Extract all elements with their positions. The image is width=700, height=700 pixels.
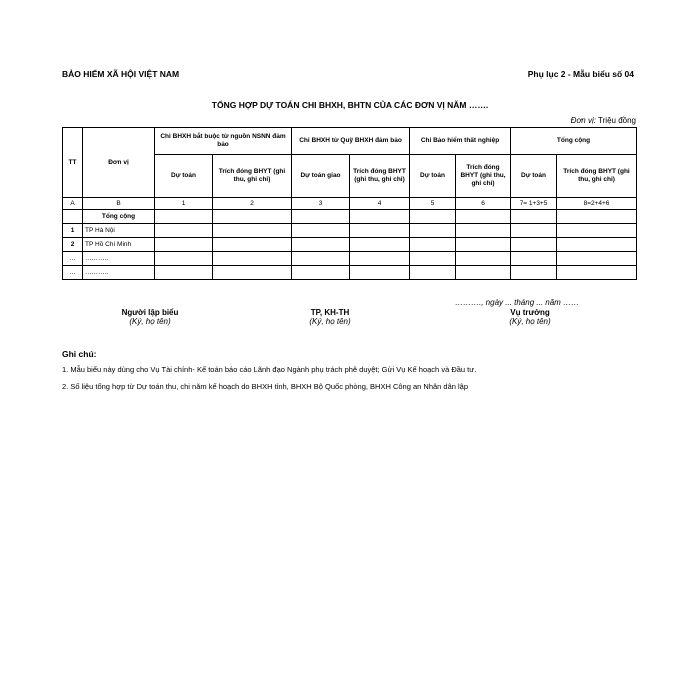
note-item: 2. Số liệu tổng hợp từ Dự toán thu, chi năm kế hoạch do BHXH tỉnh, BHXH Bộ Quốc phòng, BHXH Công an Nhân dân lập [62, 382, 469, 391]
row-unit-name: TP Hồ Chí Minh [83, 238, 155, 252]
data-cell [213, 266, 292, 280]
signature-note: (Ký, họ tên) [129, 317, 171, 326]
code-cell: 2 [213, 198, 292, 210]
note-item: 1. Mẫu biểu này dùng cho Vụ Tài chính- Kế toán báo cáo Lãnh đạo Ngành phụ trách phê duyệt; Gửi Vụ Kế hoạch và Đầu tư. [62, 365, 477, 374]
unit-value: Triệu đồng [595, 116, 636, 125]
data-cell [557, 210, 637, 224]
signature-note: (Ký, họ tên) [509, 317, 551, 326]
signature-role: Người lập biểu [121, 308, 179, 317]
row-tt: 2 [63, 238, 83, 252]
subheader-cell: Trích đóng BHYT (ghi thu, ghi chi) [350, 155, 410, 198]
data-cell [511, 238, 557, 252]
subheader-cell: Trích đóng BHYT (ghi thu, ghi chi) [456, 155, 511, 198]
unit-label: Đơn vị: [570, 116, 596, 125]
row-unit-name: Tổng cộng [83, 210, 155, 224]
data-cell [410, 266, 456, 280]
code-cell: 8=2+4+6 [557, 198, 637, 210]
group-header-unemployment: Chi Bảo hiểm thất nghiệp [410, 128, 511, 155]
signature-note: (Ký, họ tên) [309, 317, 351, 326]
data-cell [511, 224, 557, 238]
code-row [63, 198, 637, 210]
data-cell [155, 252, 213, 266]
data-cell [213, 224, 292, 238]
organization-name: BẢO HIỂM XÃ HỘI VIỆT NAM [62, 69, 180, 79]
table-row-total [63, 210, 637, 224]
data-cell [292, 224, 350, 238]
data-cell [292, 266, 350, 280]
unit-line [571, 116, 636, 125]
signature-director [480, 308, 580, 326]
subheader-cell: Dự toán giao [292, 155, 350, 198]
signature-head-planning [280, 308, 380, 326]
row-tt: 1 [63, 224, 83, 238]
date-line: ………., ngày ... tháng ... năm …… [455, 298, 580, 307]
data-cell [292, 252, 350, 266]
code-cell: 7= 1+3+5 [511, 198, 557, 210]
data-cell [557, 252, 637, 266]
data-cell [456, 224, 511, 238]
data-cell [456, 252, 511, 266]
group-header-social-fund: Chi BHXH từ Quỹ BHXH đảm bảo [292, 128, 410, 155]
data-cell [456, 266, 511, 280]
row-tt: … [63, 266, 83, 280]
data-cell [350, 266, 410, 280]
group-header-state-budget: Chi BHXH bắt buộc từ nguồn NSNN đảm bảo [155, 128, 292, 155]
signature-role: Vụ trưởng [510, 308, 550, 317]
code-cell: 1 [155, 198, 213, 210]
data-cell [155, 266, 213, 280]
data-cell [511, 266, 557, 280]
data-cell [456, 238, 511, 252]
data-cell [410, 210, 456, 224]
subheader-cell: Dự toán [155, 155, 213, 198]
signature-preparer [100, 308, 200, 326]
subheader-cell: Trích đóng BHYT (ghi thu, ghi chi) [557, 155, 637, 198]
data-cell [557, 224, 637, 238]
data-cell [213, 238, 292, 252]
table-row [63, 266, 637, 280]
data-cell [350, 252, 410, 266]
data-cell [410, 238, 456, 252]
data-cell [456, 210, 511, 224]
subheader-cell: Dự toán [410, 155, 456, 198]
table-row [63, 224, 637, 238]
data-cell [213, 210, 292, 224]
data-cell [557, 266, 637, 280]
code-cell: 5 [410, 198, 456, 210]
data-cell [155, 238, 213, 252]
appendix-label: Phụ lục 2 - Mẫu biểu số 04 [527, 69, 634, 79]
row-unit-name: ……….. [83, 252, 155, 266]
table-row [63, 238, 637, 252]
data-cell [410, 252, 456, 266]
data-cell [350, 210, 410, 224]
col-header-tt: TT [63, 128, 83, 198]
col-header-unit: Đơn vị [83, 128, 155, 198]
code-cell: 3 [292, 198, 350, 210]
row-unit-name: ……….. [83, 266, 155, 280]
notes-title: Ghi chú: [62, 349, 97, 359]
data-cell [557, 238, 637, 252]
code-cell: 4 [350, 198, 410, 210]
subheader-cell: Trích đóng BHYT (ghi thu, ghi chi) [213, 155, 292, 198]
data-cell [213, 252, 292, 266]
group-header-total: Tổng cộng [511, 128, 637, 155]
data-cell [410, 224, 456, 238]
budget-summary-table [62, 127, 637, 280]
subheader-cell: Dự toán [511, 155, 557, 198]
code-cell: B [83, 198, 155, 210]
document-title: TỔNG HỢP DỰ TOÁN CHI BHXH, BHTN CỦA CÁC ĐƠN VỊ NĂM ……. [211, 100, 489, 110]
data-cell [350, 238, 410, 252]
row-unit-name: TP Hà Nội [83, 224, 155, 238]
data-cell [292, 210, 350, 224]
data-cell [511, 210, 557, 224]
code-cell: 6 [456, 198, 511, 210]
header-row-groups [63, 128, 637, 155]
data-cell [350, 224, 410, 238]
row-tt [63, 210, 83, 224]
signature-role: TP, KH-TH [310, 308, 350, 317]
code-cell: A [63, 198, 83, 210]
row-tt: … [63, 252, 83, 266]
data-cell [155, 224, 213, 238]
data-cell [292, 238, 350, 252]
data-cell [511, 252, 557, 266]
table-row [63, 252, 637, 266]
data-cell [155, 210, 213, 224]
